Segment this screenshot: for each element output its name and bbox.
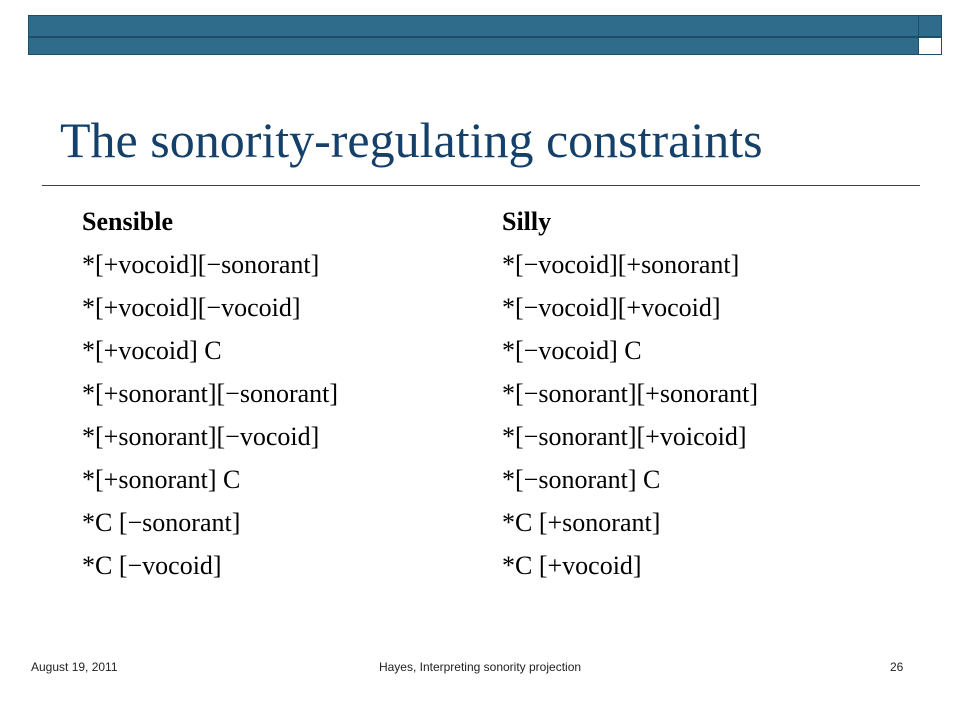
silly-column	[502, 200, 758, 587]
silly-constraint: *C [+vocoid]	[502, 551, 642, 580]
footer-date: August 19, 2011	[31, 660, 118, 674]
sensible-constraint: *C [−sonorant]	[82, 508, 241, 537]
sensible-constraint: *C [−vocoid]	[82, 551, 222, 580]
silly-constraint: *[−sonorant][+voicoid]	[502, 422, 747, 451]
silly-constraint: *C [+sonorant]	[502, 508, 661, 537]
slide-title: The sonority-regulating constraints	[60, 112, 763, 168]
silly-heading: Silly	[502, 207, 552, 236]
header-bar-bottom	[28, 37, 941, 55]
silly-constraint: *[−sonorant][+sonorant]	[502, 379, 759, 408]
silly-constraint: *[−sonorant] C	[502, 465, 661, 494]
header-corner-square-bottom	[918, 37, 942, 55]
sensible-constraint: *[+vocoid][−vocoid]	[82, 293, 301, 322]
sensible-constraint: *[+vocoid] C	[82, 336, 222, 365]
title-divider	[42, 185, 920, 186]
silly-constraint: *[−vocoid][+sonorant]	[502, 250, 740, 279]
sensible-heading: Sensible	[82, 207, 174, 236]
sensible-constraint: *[+sonorant][−vocoid]	[82, 422, 320, 451]
sensible-constraint: *[+sonorant][−sonorant]	[82, 379, 339, 408]
header-bar-top	[28, 15, 941, 37]
slide-number: 26	[890, 660, 904, 674]
silly-constraint: *[−vocoid][+vocoid]	[502, 293, 721, 322]
sensible-constraint: *[+vocoid][−sonorant]	[82, 250, 320, 279]
sensible-column	[82, 200, 338, 587]
sensible-constraint: *[+sonorant] C	[82, 465, 241, 494]
silly-constraint: *[−vocoid] C	[502, 336, 642, 365]
footer-citation: Hayes, Interpreting sonority projection	[378, 660, 582, 674]
header-corner-square-top	[918, 15, 942, 37]
